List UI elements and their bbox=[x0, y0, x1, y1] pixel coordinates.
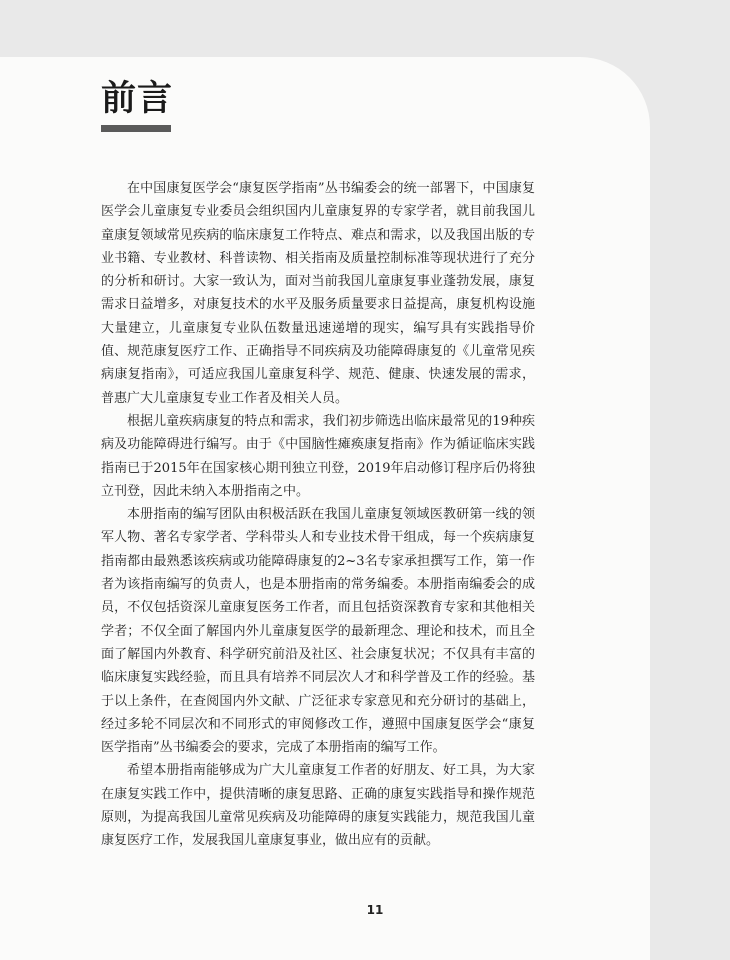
paragraph: 希望本册指南能够成为广大儿童康复工作者的好朋友、好工具，为大家在康复实践工作中，提供清晰的康复思路、正确的康复实践指导和操作规范原则，为提高我国儿童常见疾病及功能障碍的康复实践能力，规范我国儿童康复医疗工作，发展我国儿童康复事业，做出应有的贡献。 bbox=[101, 763, 535, 849]
paragraph: 根据儿童疾病康复的特点和需求，我们初步筛选出临床最常见的19种疾病及功能障碍进行编写。由于《中国脑性瘫痪康复指南》作为循证临床实践指南已于2015年在国家核心期刊独立刊登，2019年启动修订程序后仍将独立刊登，因此未纳入本册指南之中。 bbox=[101, 413, 535, 499]
paragraph: 本册指南的编写团队由积极活跃在我国儿童康复领域医教研第一线的领军人物、著名专家学者、学科带头人和专业技术骨干组成，每一个疾病康复指南都由最熟悉该疾病或功能障碍康复的2~3名专家承担撰写工作，第一作者为该指南编写的负责人，也是本册指南的常务编委。本册指南编委会的成员，不仅包括资深儿童康复医务工作者，而且包括资深教育专家和其他相关学者；不仅全面了解国内外儿童康复医学的最新理念、理论和技术，而且全面了解国内外教育、科学研究前沿及社区、社会康复状况；不仅具有丰富的临床康复实践经验，而且具有培养不同层次人才和科学普及工作的经验。基于以上条件，在查阅国内外文献、广泛征求专家意见和充分研讨的基础上，经过多轮不同层次和不同形式的审阅修改工作，遵照中国康复医学会“康复医学指南”丛书编委会的要求，完成了本册指南的编写工作。 bbox=[101, 507, 535, 756]
document-page bbox=[0, 57, 650, 960]
title-underline bbox=[101, 125, 171, 132]
page-number: 11 bbox=[366, 903, 384, 917]
page-title: 前言 bbox=[101, 78, 174, 119]
paragraph: 在中国康复医学会“康复医学指南”丛书编委会的统一部署下，中国康复医学会儿童康复专业委员会组织国内儿童康复界的专家学者，就目前我国儿童康复领域常见疾病的临床康复工作特点、难点和需求，以及我国出版的专业书籍、专业教材、科普读物、相关指南及质量控制标准等现状进行了充分的分析和研讨。大家一致认为，面对当前我国儿童康复事业蓬勃发展，康复需求日益增多，对康复技术的水平及服务质量要求日益提高，康复机构设施大量建立，儿童康复专业队伍数量迅速递增的现实，编写具有实践指导价值、规范康复医疗工作、正确指导不同疾病及功能障碍康复的《儿童常见疾病康复指南》，可适应我国儿童康复科学、规范、健康、快速发展的需求，普惠广大儿童康复专业工作者及相关人员。 bbox=[101, 181, 535, 406]
body-text bbox=[101, 177, 535, 853]
